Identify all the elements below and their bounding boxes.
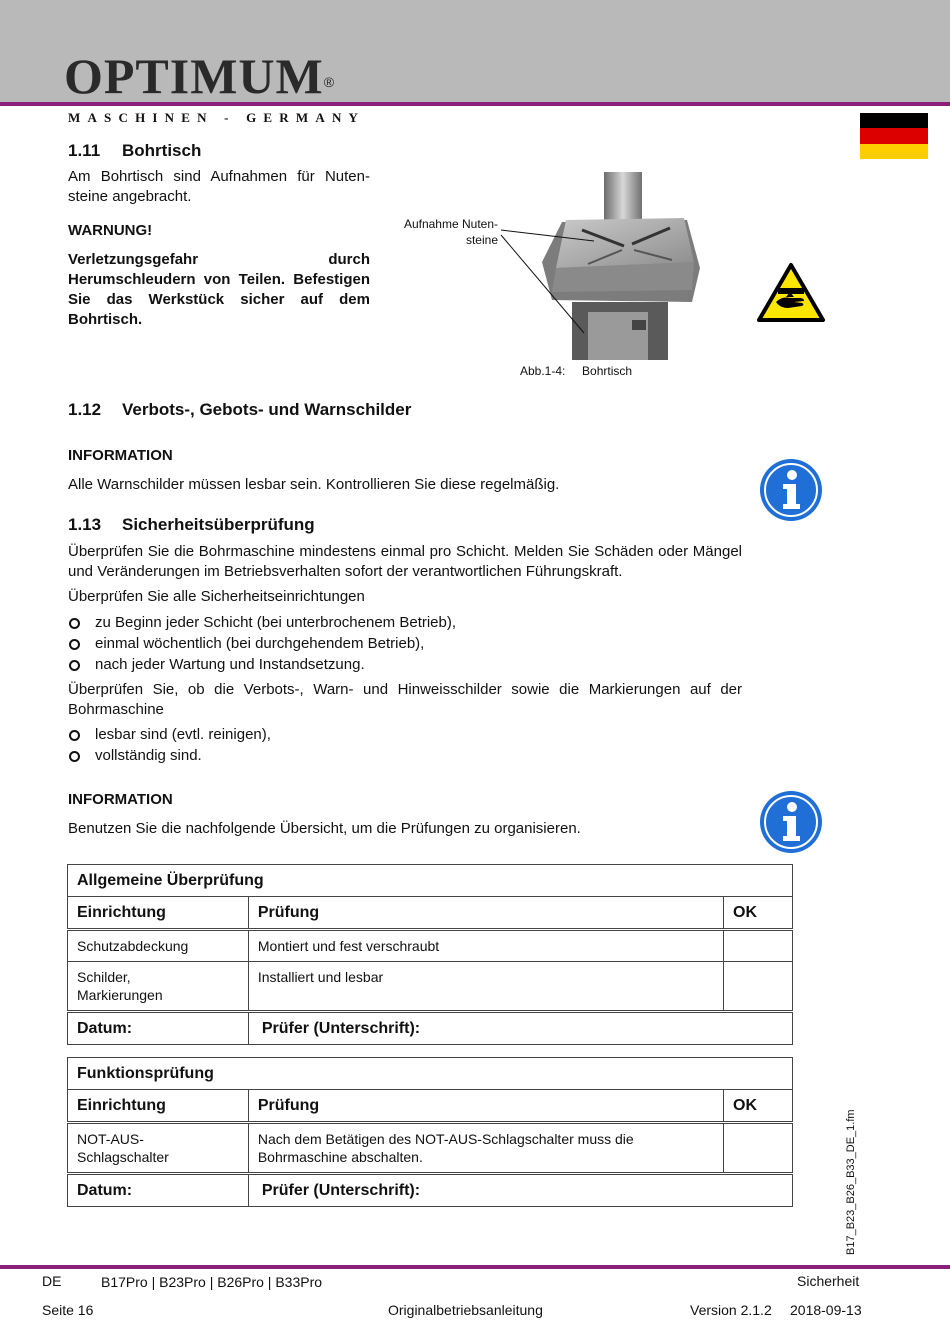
file-code: B17_B23_B26_B33_DE_1.fm (845, 1109, 857, 1255)
info-text-2: Benutzen Sie die nachfolgende Übersicht, um die Prüfungen zu organisieren. (68, 820, 581, 837)
hand-crush-warning-icon (756, 262, 826, 324)
german-flag-icon (860, 113, 928, 159)
general-check-table (67, 864, 793, 1045)
check-paragraph-1: Überprüfen Sie die Bohrmaschine mindestens einmal pro Schicht. Melden Sie Schäden oder Mängel und Veränderungen im Betriebsverhalten sofort der verantwortlichen Führungskraft. (68, 543, 742, 580)
col-header: Einrichtung (68, 1090, 249, 1123)
info-title: INFORMATION (68, 447, 173, 464)
list-item: einmal wöchentlich (bei durchgehendem Betrieb), (68, 633, 742, 654)
sign-list (68, 724, 742, 766)
brand-tagline: MASCHINEN - GERMANY (68, 110, 366, 125)
footer-doc: Originalbetriebsanleitung (388, 1302, 543, 1318)
callout-leader-lines (500, 225, 596, 337)
date-label[interactable]: Datum: (68, 1174, 249, 1207)
figure-callout: Aufnahme Nuten- steine (403, 217, 498, 247)
footer-date: 2018-09-13 (790, 1302, 862, 1318)
ok-cell[interactable] (724, 930, 793, 962)
ok-cell[interactable] (724, 962, 793, 1012)
warning-title: WARNUNG! (68, 222, 153, 239)
col-header: Prüfung (248, 1090, 723, 1123)
brand-logo: OPTIMUM® (64, 48, 336, 104)
date-label[interactable]: Datum: (68, 1012, 249, 1045)
signer-label[interactable]: Prüfer (Unterschrift): (248, 1012, 792, 1045)
footer-version: Version 2.1.2 (690, 1302, 772, 1318)
information-icon (759, 458, 823, 522)
warning-text: Verletzungsgefahr durch Herumschleudern von Teilen. Befestigen Sie das Werkstück sicher auf dem Bohrtisch. (68, 251, 370, 328)
section-heading-1-12: 1.12 Verbots-, Gebots- und Warnschilder (68, 400, 412, 419)
information-icon (759, 790, 823, 854)
footer-section: Sicherheit (797, 1273, 860, 1289)
table-title: Funktionsprüfung (68, 1058, 793, 1090)
list-item: zu Beginn jeder Schicht (bei unterbrochenem Betrieb), (68, 612, 742, 633)
figure-caption: Abb.1-4: Bohrtisch (520, 364, 633, 378)
table-row: Schilder, Markierungen Installiert und lesbar (68, 962, 793, 1012)
table-title: Allgemeine Überprüfung (68, 865, 793, 897)
list-item: lesbar sind (evtl. reinigen), (68, 724, 742, 745)
section-heading-1-11: 1.11 Bohrtisch (68, 141, 202, 160)
info-title-2: INFORMATION (68, 791, 173, 808)
schedule-list (68, 612, 742, 675)
check-paragraph-2: Überprüfen Sie alle Sicherheitseinrichtungen (68, 588, 365, 605)
col-header: Einrichtung (68, 897, 249, 930)
footer-page: Seite 16 (42, 1302, 94, 1318)
check-paragraph-3: Überprüfen Sie, ob die Verbots-, Warn- und Hinweisschilder sowie die Markierungen auf der Bohrmaschine (68, 681, 742, 718)
list-item: vollständig sind. (68, 745, 742, 766)
footer-models: B17Pro | B23Pro | B26Pro | B33Pro (101, 1274, 323, 1290)
list-item: nach jeder Wartung und Instandsetzung. (68, 654, 742, 675)
table-row: Schutzabdeckung Montiert und fest verschraubt (68, 930, 793, 962)
footer-lang: DE (42, 1273, 62, 1289)
col-header: OK (724, 897, 793, 930)
bohrtisch-intro: Am Bohrtisch sind Aufnahmen für Nuten-steine angebracht. (68, 168, 370, 205)
ok-cell[interactable] (724, 1123, 793, 1174)
footer-rule (0, 1265, 950, 1269)
info-text: Alle Warnschilder müssen lesbar sein. Kontrollieren Sie diese regelmäßig. (68, 476, 560, 493)
section-heading-1-13: 1.13 Sicherheitsüberprüfung (68, 515, 315, 534)
signer-label[interactable]: Prüfer (Unterschrift): (248, 1174, 792, 1207)
table-row: NOT-AUS- Schlagschalter Nach dem Betätigen des NOT-AUS-Schlagschalter muss die Bohrmaschine abschalten. (68, 1123, 793, 1174)
col-header: OK (724, 1090, 793, 1123)
function-check-table (67, 1057, 793, 1207)
col-header: Prüfung (248, 897, 723, 930)
